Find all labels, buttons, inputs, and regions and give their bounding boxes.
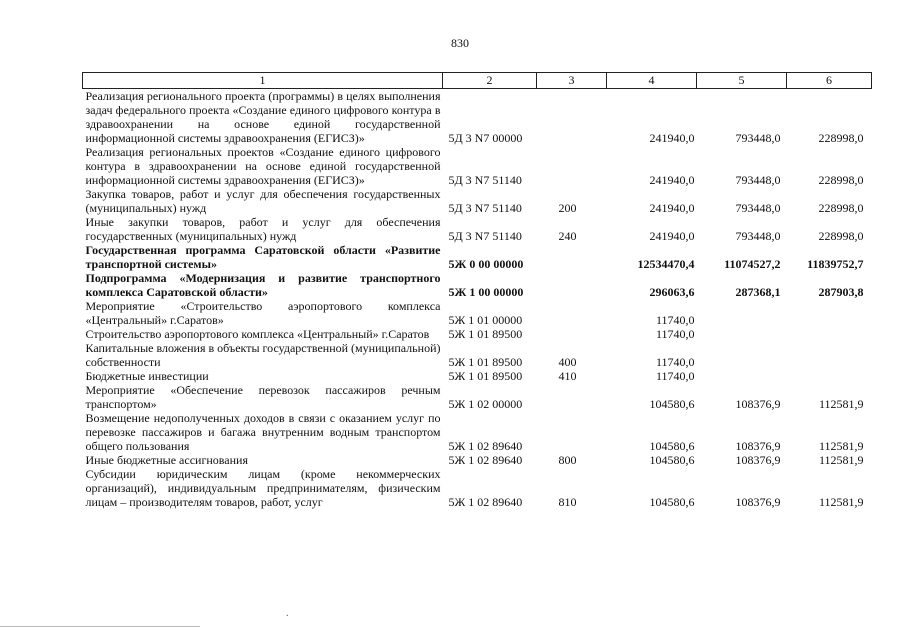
row-value-col4: 11740,0	[655, 369, 695, 383]
row-value-col6	[787, 369, 872, 383]
header-col-4: 4	[607, 73, 697, 89]
header-col-2: 2	[443, 73, 537, 89]
table-row	[83, 369, 872, 383]
row-description: Иные закупки товаров, работ и услуг для обеспечения государственных (муниципальных) нужд	[85, 215, 441, 243]
row-expense-type	[537, 327, 607, 341]
header-col-1: 1	[83, 73, 443, 89]
row-value-col4: 104580,6	[649, 397, 695, 411]
row-value-col5	[697, 299, 787, 327]
table-row	[83, 341, 872, 369]
row-code: 5Д 3 N7 51140	[448, 173, 522, 187]
row-expense-type: 200	[558, 201, 577, 215]
row-value-col5	[697, 369, 787, 383]
row-description: Мероприятие «Строительство аэропортового комплекса «Центральный» г.Саратов»	[85, 299, 441, 327]
table-row	[83, 243, 872, 271]
table-row	[83, 453, 872, 467]
row-description: Реализация регионального проекта (программы) в целях выполнения задач федерального проекта «Создание единого цифрового контура в здравоохранении на основе единой государственной информационной системы здравоохранения (ЕГИСЗ)»	[85, 89, 441, 145]
row-description: Строительство аэропортового комплекса «Центральный» г.Саратов	[85, 327, 430, 341]
row-expense-type	[537, 271, 607, 299]
row-expense-type: 800	[558, 453, 577, 467]
row-expense-type	[537, 145, 607, 187]
row-value-col6: 112581,9	[818, 397, 864, 411]
table-body	[83, 89, 872, 510]
row-expense-type: 240	[558, 229, 577, 243]
table-row	[83, 271, 872, 299]
row-code: 5Д 3 N7 00000	[448, 131, 523, 145]
table-row	[83, 411, 872, 453]
row-description: Субсидии юридическим лицам (кроме некоммерческих организаций), индивидуальным предпринимателям, физическим лицам – производителям товаров, работ, услуг	[85, 467, 441, 509]
table-row	[83, 187, 872, 215]
row-code: 5Ж 1 01 00000	[448, 313, 523, 327]
row-value-col5: 11074527,2	[724, 257, 781, 271]
row-value-col4: 11740,0	[655, 355, 695, 369]
row-value-col4: 11740,0	[655, 313, 695, 327]
row-value-col4: 12534470,4	[637, 257, 695, 271]
row-value-col5: 108376,9	[735, 397, 781, 411]
row-code: 5Ж 1 02 89640	[448, 453, 523, 467]
table-row	[83, 327, 872, 341]
row-expense-type: 410	[558, 369, 577, 383]
row-code: 5Ж 1 02 89640	[448, 495, 523, 509]
row-expense-type: 810	[558, 495, 577, 509]
table-row	[83, 215, 872, 243]
table-row	[83, 89, 872, 146]
row-value-col4: 11740,0	[655, 327, 695, 341]
row-expense-type	[537, 243, 607, 271]
row-description: Реализация региональных проектов «Создание единого цифрового контура в здравоохранении на основе единой государственной информационной системы здравоохранения (ЕГИСЗ)»	[85, 145, 441, 187]
row-code: 5Ж 1 01 89500	[448, 355, 523, 369]
row-value-col4: 104580,6	[649, 495, 695, 509]
row-value-col6	[787, 299, 872, 327]
row-value-col5: 793448,0	[735, 131, 781, 145]
row-value-col6: 287903,8	[818, 285, 864, 299]
row-code: 5Ж 1 01 89500	[448, 327, 523, 341]
row-value-col6	[787, 327, 872, 341]
row-value-col4: 241940,0	[649, 229, 695, 243]
row-expense-type: 400	[558, 355, 577, 369]
row-code: 5Д 3 N7 51140	[448, 229, 522, 243]
row-value-col4: 241940,0	[649, 131, 695, 145]
row-description: Бюджетные инвестиции	[85, 369, 209, 383]
header-col-6: 6	[787, 73, 872, 89]
row-value-col4: 104580,6	[649, 439, 695, 453]
row-value-col5: 793448,0	[735, 201, 781, 215]
table-row	[83, 383, 872, 411]
row-description: Возмещение недополученных доходов в связи с оказанием услуг по перевозке пассажиров и багажа внутренним водным транспортом общего пользования	[85, 411, 441, 453]
table-header	[83, 73, 872, 89]
table-row	[83, 145, 872, 187]
row-description: Закупка товаров, работ и услуг для обеспечения государственных (муниципальных) нужд	[85, 187, 441, 215]
header-col-3: 3	[537, 73, 607, 89]
row-expense-type	[537, 89, 607, 146]
row-code: 5Ж 1 01 89500	[448, 369, 523, 383]
row-value-col6: 228998,0	[818, 201, 864, 215]
row-value-col6: 228998,0	[818, 229, 864, 243]
row-value-col6	[787, 341, 872, 369]
table-row	[83, 467, 872, 509]
row-description: Государственная программа Саратовской области «Развитие транспортной системы»	[85, 243, 441, 271]
scan-edge-line	[0, 626, 200, 627]
row-code: 5Ж 0 00 00000	[448, 257, 524, 271]
row-value-col5	[697, 327, 787, 341]
row-description: Иные бюджетные ассигнования	[85, 453, 248, 467]
row-expense-type	[537, 383, 607, 411]
row-value-col5	[697, 341, 787, 369]
row-value-col6: 228998,0	[818, 131, 864, 145]
row-value-col5: 108376,9	[735, 495, 781, 509]
row-code: 5Ж 1 02 00000	[448, 397, 523, 411]
row-code: 5Ж 1 00 00000	[448, 285, 524, 299]
row-value-col6: 112581,9	[818, 453, 864, 467]
row-value-col4: 241940,0	[649, 201, 695, 215]
row-code: 5Д 3 N7 51140	[448, 201, 522, 215]
row-value-col5: 108376,9	[735, 439, 781, 453]
margin-mark: .	[286, 608, 289, 619]
row-value-col5: 793448,0	[735, 173, 781, 187]
row-description: Капитальные вложения в объекты государственной (муниципальной) собственности	[85, 341, 441, 369]
row-value-col5: 793448,0	[735, 229, 781, 243]
row-description: Подпрограмма «Модернизация и развитие транспортного комплекса Саратовской области»	[85, 271, 441, 299]
row-value-col6: 11839752,7	[807, 257, 864, 271]
row-value-col6: 112581,9	[818, 439, 864, 453]
page-number: 830	[451, 36, 469, 50]
row-expense-type	[537, 411, 607, 453]
row-value-col4: 296063,6	[649, 285, 695, 299]
row-value-col5: 287368,1	[735, 285, 781, 299]
row-description: Мероприятие «Обеспечение перевозок пассажиров речным транспортом»	[85, 383, 441, 411]
row-value-col6: 112581,9	[818, 495, 864, 509]
row-value-col6: 228998,0	[818, 173, 864, 187]
row-value-col5: 108376,9	[735, 453, 781, 467]
row-value-col4: 104580,6	[649, 453, 695, 467]
row-code: 5Ж 1 02 89640	[448, 439, 523, 453]
table-row	[83, 299, 872, 327]
row-value-col4: 241940,0	[649, 173, 695, 187]
row-expense-type	[537, 299, 607, 327]
budget-table	[82, 72, 872, 509]
header-col-5: 5	[697, 73, 787, 89]
